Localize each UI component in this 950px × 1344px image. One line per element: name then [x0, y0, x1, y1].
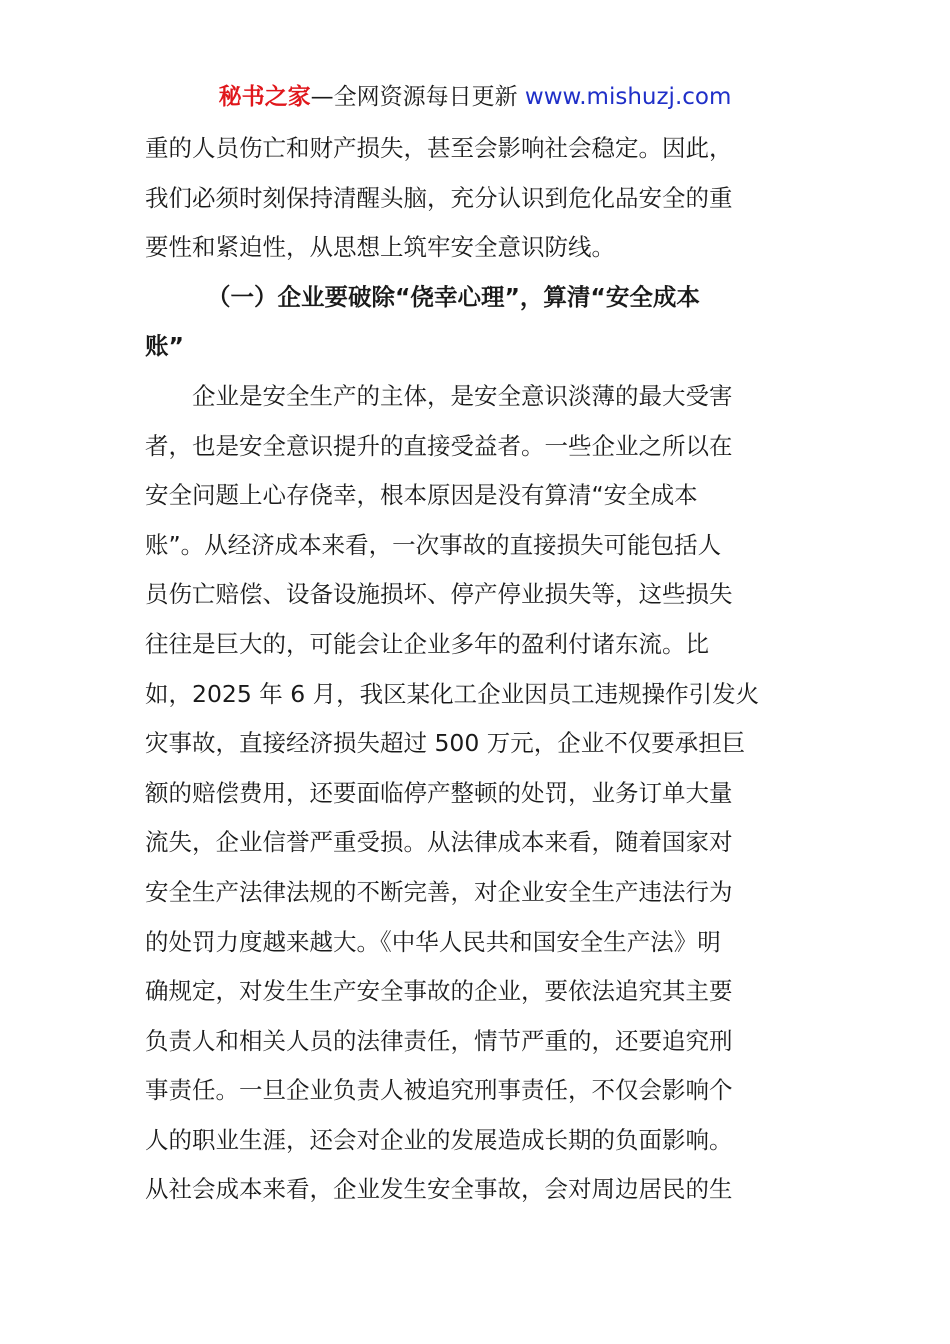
text-line: 要性和紧迫性，从思想上筑牢安全意识防线。	[145, 233, 615, 262]
text-line: 额的赔偿费用，还要面临停产整顿的处罚，业务订单大量	[145, 778, 733, 807]
text-line: 重的人员伤亡和财产损失，甚至会影响社会稳定。因此，	[145, 134, 733, 162]
text-line: 的处罚力度越来越大。《中华人民共和国安全生产法》明	[145, 927, 721, 956]
text-line: 账”。从经济成本来看，一次事故的直接损失可能包括人	[145, 530, 722, 559]
text-line: 者，也是安全意识提升的直接受益者。一些企业之所以在	[145, 431, 733, 460]
paragraph-first-line: 企业是安全生产的主体，是安全意识淡薄的最大受害	[192, 381, 733, 410]
text-line: 确规定，对发生生产安全事故的企业，要依法追究其主要	[145, 977, 733, 1006]
document-body	[145, 124, 805, 1215]
text-line: 负责人和相关人员的法律责任，情节严重的，还要追究刑	[145, 1026, 733, 1055]
text-line: 往往是巨大的，可能会让企业多年的盈利付诸东流。比	[145, 629, 709, 658]
text-line: 员伤亡赔偿、设备设施损坏、停产停业损失等，这些损失	[145, 580, 733, 609]
section-heading-line: 账”	[145, 332, 184, 361]
text-line: 事责任。一旦企业负责人被追究刑事责任，不仅会影响个	[145, 1076, 733, 1105]
site-url-link[interactable]: www.mishuzj.com	[524, 84, 732, 110]
page-header	[0, 80, 950, 114]
header-tagline: —全网资源每日更新	[310, 84, 525, 110]
text-line: 如，2025 年 6 月，我区某化工企业因员工违规操作引发火	[145, 679, 760, 708]
text-line: 从社会成本来看，企业发生安全事故，会对周边居民的生	[145, 1175, 733, 1204]
brand-name: 秘书之家	[218, 84, 311, 110]
text-line: 安全问题上心存侥幸，根本原因是没有算清“安全成本	[145, 481, 698, 510]
text-line: 灾事故，直接经济损失超过 500 万元，企业不仅要承担巨	[145, 729, 746, 758]
text-line: 我们必须时刻保持清醒头脑，充分认识到危化品安全的重	[145, 183, 733, 212]
text-line: 人的职业生涯，还会对企业的发展造成长期的负面影响。	[145, 1125, 733, 1154]
section-heading-line: （一）企业要破除“侥幸心理”，算清“安全成本	[207, 282, 700, 311]
text-line: 流失，企业信誉严重受损。从法律成本来看，随着国家对	[145, 828, 733, 857]
text-line: 安全生产法律法规的不断完善，对企业安全生产违法行为	[145, 877, 733, 906]
